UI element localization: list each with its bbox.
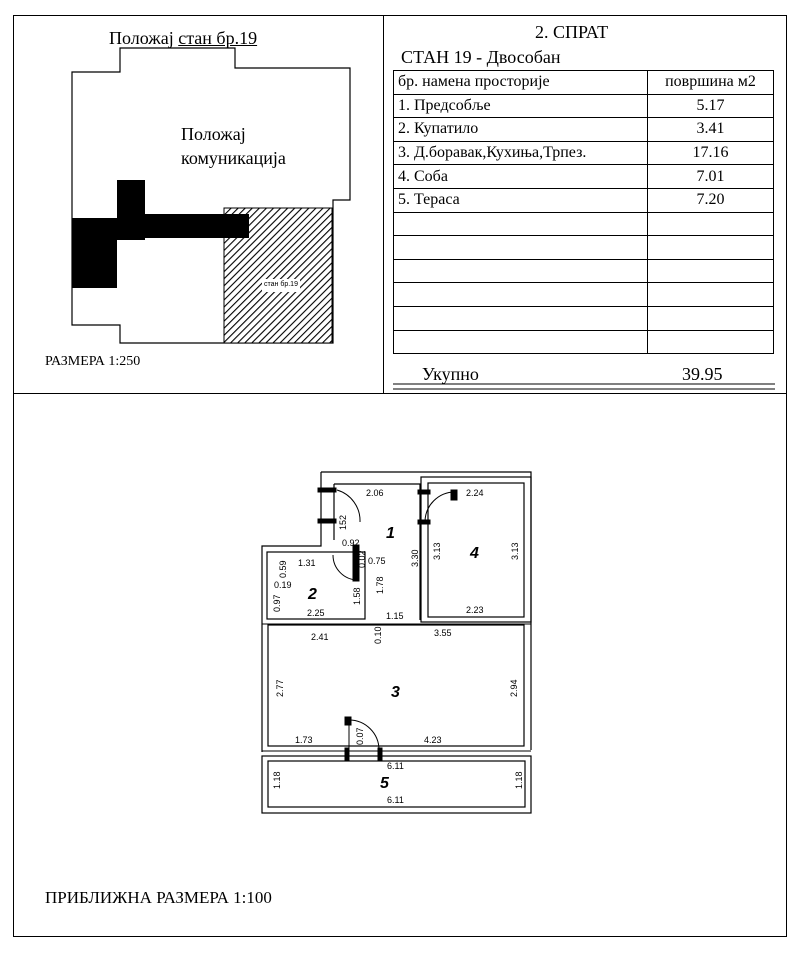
door-living-leaf bbox=[345, 717, 351, 725]
location-title-apartment: стан бр.19 bbox=[178, 28, 258, 48]
room-area-cell: 7.20 bbox=[648, 188, 774, 212]
dim-label: 0.92 bbox=[342, 538, 360, 548]
dim-label: 0.59 bbox=[278, 560, 288, 578]
room-name-cell: 1. Предсобље bbox=[394, 94, 648, 118]
dim-label: 152 bbox=[338, 514, 348, 530]
door-entry-leaf bbox=[318, 488, 336, 492]
dim-label: 2.77 bbox=[275, 679, 285, 697]
communication-label: Положај bbox=[181, 124, 246, 144]
dim-label: 4.23 bbox=[424, 735, 442, 745]
plan-scale: ПРИБЛИЖНА РАЗМЕРА 1:100 bbox=[45, 888, 272, 907]
room-area-cell: 7.01 bbox=[648, 165, 774, 189]
room-area-cell: 17.16 bbox=[648, 141, 774, 165]
door-room4-leaf bbox=[451, 490, 457, 500]
location-scale: РАЗМЕРА 1:250 bbox=[45, 354, 141, 369]
dim-label: 2.41 bbox=[311, 632, 329, 642]
dim-label: 1.15 bbox=[386, 611, 404, 621]
header-room-area: површина м2 bbox=[648, 71, 774, 95]
dim-label: 0.97 bbox=[272, 594, 282, 612]
room-name-cell: 5. Тераса bbox=[394, 188, 648, 212]
dim-label: 2.24 bbox=[466, 488, 484, 498]
dim-label: 0.75 bbox=[368, 556, 386, 566]
communication-label-2: комуникација bbox=[181, 148, 286, 168]
dim-label: 3.13 bbox=[510, 542, 520, 560]
room-name-cell: 2. Купатило bbox=[394, 118, 648, 142]
room-number-2: 2 bbox=[308, 586, 317, 603]
apartment-title: СТАН 19 - Двособан bbox=[401, 47, 561, 67]
dim-label: 0.10 bbox=[373, 626, 383, 644]
floor-title: 2. СПРАТ bbox=[535, 22, 609, 42]
dim-label: 1.58 bbox=[352, 587, 362, 605]
room-area-cell: 3.41 bbox=[648, 118, 774, 142]
dim-label: 0.19 bbox=[274, 580, 292, 590]
dim-label: 2.06 bbox=[366, 488, 384, 498]
room-number-4: 4 bbox=[470, 545, 479, 562]
dim-label: 1.18 bbox=[514, 771, 524, 789]
dim-label: 6.11 bbox=[387, 761, 404, 771]
apartment-mark: стан бр.19 bbox=[264, 281, 298, 288]
room-name-cell: 4. Соба bbox=[394, 165, 648, 189]
room-number-5: 5 bbox=[380, 775, 389, 792]
dim-label: 2.23 bbox=[466, 605, 484, 615]
dim-label: 1.31 bbox=[298, 558, 316, 568]
header-room-name: бр. намена просторије bbox=[394, 71, 648, 95]
dim-label: 2.94 bbox=[509, 679, 519, 697]
dim-label: 1.73 bbox=[295, 735, 313, 745]
dim-label: 3.30 bbox=[410, 549, 420, 567]
dim-label: 1.18 bbox=[272, 771, 282, 789]
room-number-3: 3 bbox=[391, 684, 400, 701]
dim-label: 1.78 bbox=[375, 576, 385, 594]
total-value: 39.95 bbox=[682, 364, 723, 384]
dim-label: 3.55 bbox=[434, 628, 452, 638]
dim-label: 0.02 bbox=[357, 550, 367, 568]
dim-label: 3.13 bbox=[432, 542, 442, 560]
dim-label: 0.07 bbox=[355, 727, 365, 745]
total-label: Укупно bbox=[422, 364, 479, 384]
room-name-cell: 3. Д.боравак,Кухиња,Трпез. bbox=[394, 141, 648, 165]
location-title-prefix: Положај bbox=[109, 28, 174, 48]
room-number-1: 1 bbox=[386, 525, 395, 542]
door-entry-leaf bbox=[318, 519, 336, 523]
room-area-cell: 5.17 bbox=[648, 94, 774, 118]
dim-label: 2.25 bbox=[307, 608, 325, 618]
dim-label: 6.11 bbox=[387, 795, 404, 805]
